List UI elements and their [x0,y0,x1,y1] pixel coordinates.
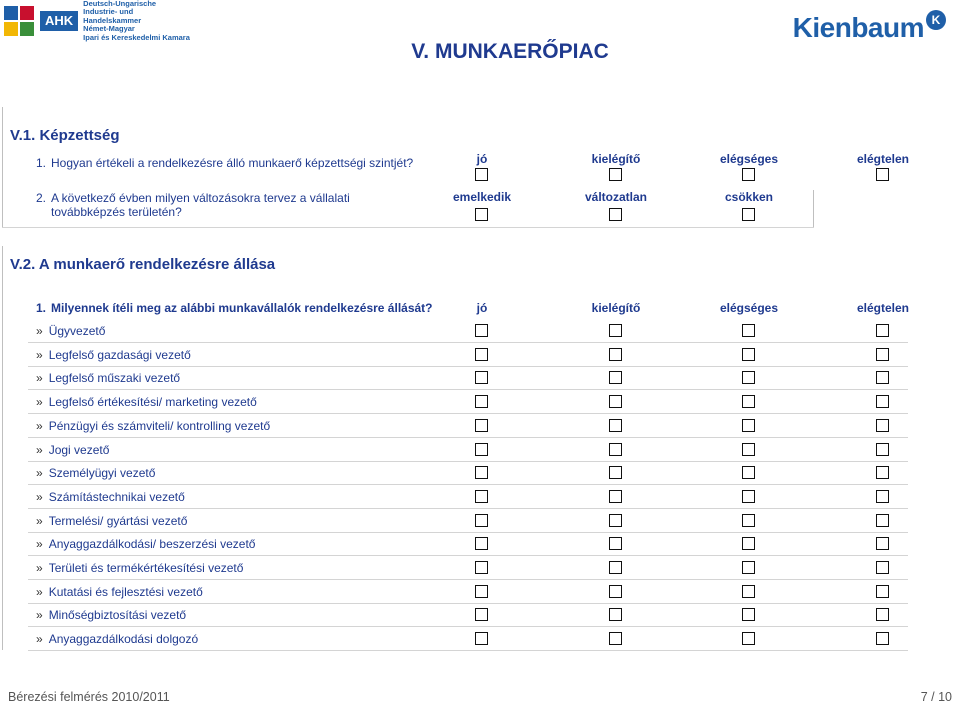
row-divider [28,626,908,627]
row-label [36,419,270,433]
v1-q2-checkbox-valtozatlan[interactable] [609,208,622,221]
row-checkbox-jo[interactable] [475,490,488,503]
row-marker: » [36,442,43,457]
row-label-text: Személyügyi vezető [48,466,156,481]
row-divider [28,579,908,580]
ahk-logo-text: Deutsch-Ungarische Industrie- und Handelskammer Német-Magyar Ipari és Kereskedelmi Kamara [83,0,190,42]
row-checkbox-elegseges[interactable] [742,443,755,456]
page-title: V. MUNKAERŐPIAC [411,40,609,63]
v1-q1-checkbox-elegtelen[interactable] [876,168,889,181]
row-label [36,371,180,385]
row-divider [28,650,908,651]
row-label [36,348,191,362]
row-divider [28,437,908,438]
row-checkbox-jo[interactable] [475,561,488,574]
row-checkbox-elegseges[interactable] [742,608,755,621]
row-marker: » [36,466,43,481]
row-checkbox-elegtelen[interactable] [876,514,889,527]
row-label [36,395,257,409]
row-checkbox-elegtelen[interactable] [876,324,889,337]
section-title-v1: V.1. Képzettség [10,127,120,144]
v1-q2-checkbox-emelkedik[interactable] [475,208,488,221]
row-checkbox-elegtelen[interactable] [876,561,889,574]
row-label-text: Termelési/ gyártási vezető [48,513,188,528]
row-marker: » [36,324,43,338]
row-label [36,324,105,338]
v1-q2-option-valtozatlan: változatlan [584,190,647,204]
row-checkbox-elegtelen[interactable] [876,585,889,598]
row-checkbox-kielegito[interactable] [609,632,622,645]
row-label-text: Anyaggazdálkodási/ beszerzési vezető [48,537,256,552]
footer-survey-name: Bérezési felmérés 2010/2011 [8,690,170,704]
v1-q1-checkbox-kielegito[interactable] [609,168,622,181]
row-label [36,443,109,457]
row-checkbox-jo[interactable] [475,537,488,550]
row-checkbox-jo[interactable] [475,466,488,479]
row-checkbox-kielegito[interactable] [609,608,622,621]
footer-page-number: 7 / 10 [920,690,952,704]
row-checkbox-jo[interactable] [475,348,488,361]
row-marker: » [36,561,43,575]
kienbaum-logo-word: Kienbaum [792,12,924,43]
row-checkbox-jo[interactable] [475,585,488,598]
row-divider [28,342,908,343]
row-marker: » [36,371,43,386]
row-marker: » [36,608,43,623]
row-marker: » [36,395,43,410]
row-checkbox-jo[interactable] [475,608,488,621]
v1-q1-option-elegtelen: elégtelen [856,152,910,166]
row-checkbox-elegseges[interactable] [742,585,755,598]
row-checkbox-kielegito[interactable] [609,443,622,456]
row-label [36,632,198,646]
row-checkbox-elegtelen[interactable] [876,537,889,550]
row-label-text: Legfelső értékesítési/ marketing vezető [48,395,257,410]
kienbaum-badge-icon: K [926,10,946,30]
row-checkbox-elegtelen[interactable] [876,443,889,456]
row-checkbox-kielegito[interactable] [609,585,622,598]
row-checkbox-elegtelen[interactable] [876,371,889,384]
row-checkbox-elegseges[interactable] [742,490,755,503]
section2-border [2,246,3,650]
row-divider [28,555,908,556]
row-divider [28,484,908,485]
row-checkbox-kielegito[interactable] [609,371,622,384]
row-label-text: Anyaggazdálkodási dolgozó [48,632,199,647]
section-title-v2: V.2. A munkaerő rendelkezésre állása [10,256,276,273]
row-marker: » [36,632,43,647]
row-checkbox-elegseges[interactable] [742,348,755,361]
row-label-text: Legfelső gazdasági vezető [48,347,191,362]
question-v1-1: 1. Hogyan értékeli a rendelkezésre álló munkaerő képzettségi szintjét? [36,156,414,170]
section1-right-rule [813,190,814,227]
row-label [36,585,203,599]
row-label [36,608,186,622]
row-checkbox-elegtelen[interactable] [876,395,889,408]
row-divider [28,461,908,462]
v1-q1-checkbox-jo[interactable] [475,168,488,181]
row-checkbox-jo[interactable] [475,419,488,432]
v2-option-elegtelen: elégtelen [856,301,910,315]
row-checkbox-elegtelen[interactable] [876,419,889,432]
row-checkbox-jo[interactable] [475,632,488,645]
v2-option-jo: jó [476,301,488,315]
row-checkbox-elegseges[interactable] [742,419,755,432]
v2-option-elegseges: elégséges [719,301,779,315]
row-marker: » [36,347,43,362]
row-label-text: Számítástechnikai vezető [48,489,185,504]
row-checkbox-elegseges[interactable] [742,561,755,574]
v1-q1-option-kielegito: kielégítő [591,152,641,166]
row-divider [28,508,908,509]
row-marker: » [36,489,43,504]
row-checkbox-elegseges[interactable] [742,466,755,479]
row-label-text: Pénzügyi és számviteli/ kontrolling vezető [48,418,271,433]
ahk-logo-name: AHK [40,11,78,31]
row-label [36,514,187,528]
row-checkbox-elegtelen[interactable] [876,490,889,503]
row-checkbox-kielegito[interactable] [609,537,622,550]
v1-q1-option-elegseges: elégséges [719,152,779,166]
row-label-text: Ügyvezető [48,324,106,338]
row-label [36,537,255,551]
row-divider [28,532,908,533]
row-checkbox-jo[interactable] [475,514,488,527]
row-label-text: Minőségbiztosítási vezető [48,608,187,623]
row-marker: » [36,537,43,552]
row-checkbox-kielegito[interactable] [609,466,622,479]
row-label [36,466,155,480]
row-checkbox-kielegito[interactable] [609,324,622,337]
row-checkbox-elegseges[interactable] [742,632,755,645]
row-checkbox-jo[interactable] [475,443,488,456]
row-checkbox-jo[interactable] [475,395,488,408]
question-v2-1: 1. Milyennek ítéli meg az alábbi munkavállalók rendelkezésre állását? [36,301,433,315]
row-checkbox-kielegito[interactable] [609,348,622,361]
row-label-text: Területi és termékértékesítési vezető [48,561,244,575]
row-checkbox-elegseges[interactable] [742,371,755,384]
row-checkbox-elegseges[interactable] [742,395,755,408]
v1-q2-option-emelkedik: emelkedik [452,190,512,204]
row-checkbox-kielegito[interactable] [609,490,622,503]
row-checkbox-jo[interactable] [475,371,488,384]
row-checkbox-jo[interactable] [475,324,488,337]
row-checkbox-elegtelen[interactable] [876,608,889,621]
section1-border [2,107,3,227]
row-marker: » [36,513,43,528]
question-v1-2: 2. A következő évben milyen változásokra tervez a vállalati továbbképzés területén? [36,191,350,219]
row-marker: » [36,418,43,433]
row-checkbox-kielegito[interactable] [609,561,622,574]
row-checkbox-elegseges[interactable] [742,514,755,527]
row-label-text: Jogi vezető [48,442,110,457]
v1-q1-option-jo: jó [476,152,488,166]
row-checkbox-elegtelen[interactable] [876,632,889,645]
v2-option-kielegito: kielégítő [591,301,641,315]
row-divider [28,603,908,604]
ahk-logo [4,2,199,40]
row-label-text: Kutatási és fejlesztési vezető [48,584,203,599]
row-marker: » [36,584,43,599]
row-checkbox-kielegito[interactable] [609,514,622,527]
section1-bottom-rule [2,227,814,228]
row-divider [28,366,908,367]
row-checkbox-elegtelen[interactable] [876,466,889,479]
row-checkbox-elegtelen[interactable] [876,348,889,361]
row-label [36,561,243,575]
row-divider [28,389,908,390]
row-checkbox-elegseges[interactable] [742,324,755,337]
ahk-logo-mark-icon [4,6,34,36]
v1-q1-checkbox-elegseges[interactable] [742,168,755,181]
v1-q2-checkbox-csokken[interactable] [742,208,755,221]
row-checkbox-kielegito[interactable] [609,395,622,408]
row-checkbox-elegseges[interactable] [742,537,755,550]
v1-q2-option-csokken: csökken [724,190,774,204]
row-divider [28,413,908,414]
row-checkbox-kielegito[interactable] [609,419,622,432]
row-label-text: Legfelső műszaki vezető [48,371,181,386]
row-label [36,490,185,504]
